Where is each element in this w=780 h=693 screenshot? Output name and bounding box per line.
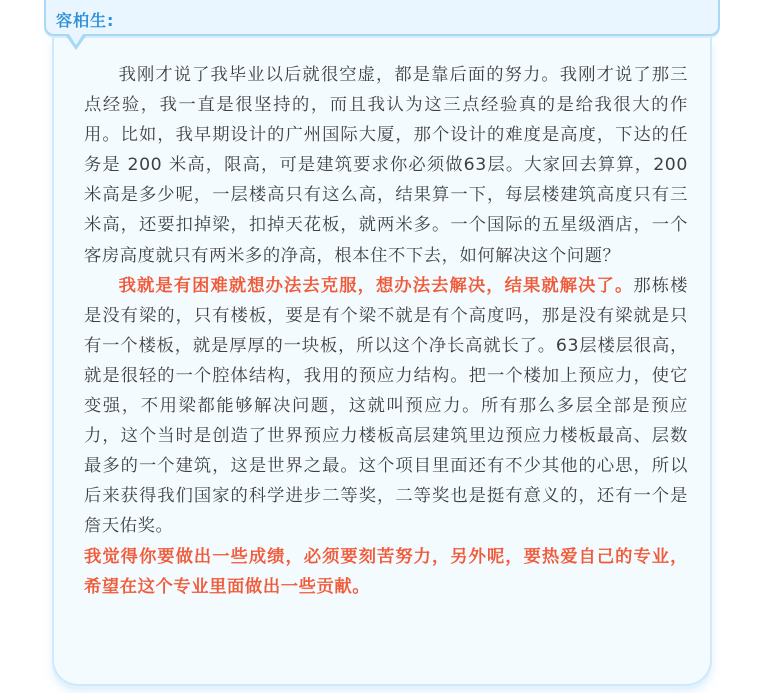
speaker-header xyxy=(44,0,720,36)
closing-emphasis: 我觉得你要做出一些成绩，必须要刻苦努力，另外呢，要热爱自己的专业，希望在这个专业里面做出一些贡献。 xyxy=(84,546,688,597)
paragraph-2-text: 那栋楼是没有梁的，只有楼板，要是有个梁不就是有个高度吗，那是没有梁就是只有一个楼板，就是厚厚的一块板，所以这个净长高就长了。63层楼层很高，就是很轻的一个腔体结构，我用的预应力结构。把一个楼加上预应力，使它变强，不用梁都能够解决问题，这就叫预应力。所有那么多层全部是预应力，这个当时是创造了世界预应力楼板高层建筑里边预应力楼板最高、层数最多的一个建筑，这是世界之最。这个项目里面还有不少其他的心思，所以后来获得我们国家的科学进步二等奖，二等奖也是挺有意义的，还有一个是詹天佑奖。 xyxy=(84,275,688,537)
speech-pointer-inner xyxy=(69,34,83,45)
emphasis-text: 我就是有困难就想办法去克服，想办法去解决，结果就解决了。 xyxy=(118,275,634,296)
speaker-name: 容柏生: xyxy=(56,11,115,30)
paragraph-2 xyxy=(84,271,688,542)
paragraph-1: 我刚才说了我毕业以后就很空虚，都是靠后面的努力。我刚才说了那三点经验，我一直是很坚持的，而且我认为这三点经验真的是给我很大的作用。比如，我早期设计的广州国际大厦，那个设计的难度是高度，下达的任务是 200 米高，限高，可是建筑要求你必须做63层。大家回去算算，200米高是多少呢，一层楼高只有这么高，结果算一下，每层楼建筑高度只有三米高，还要扣掉梁，扣掉天花板，就两米多。一个国际的五星级酒店，一个客房高度就只有两米多的净高，根本住不下去，如何解决这个问题？ xyxy=(84,65,688,266)
quote-text xyxy=(84,60,688,602)
quote-card xyxy=(52,36,712,686)
